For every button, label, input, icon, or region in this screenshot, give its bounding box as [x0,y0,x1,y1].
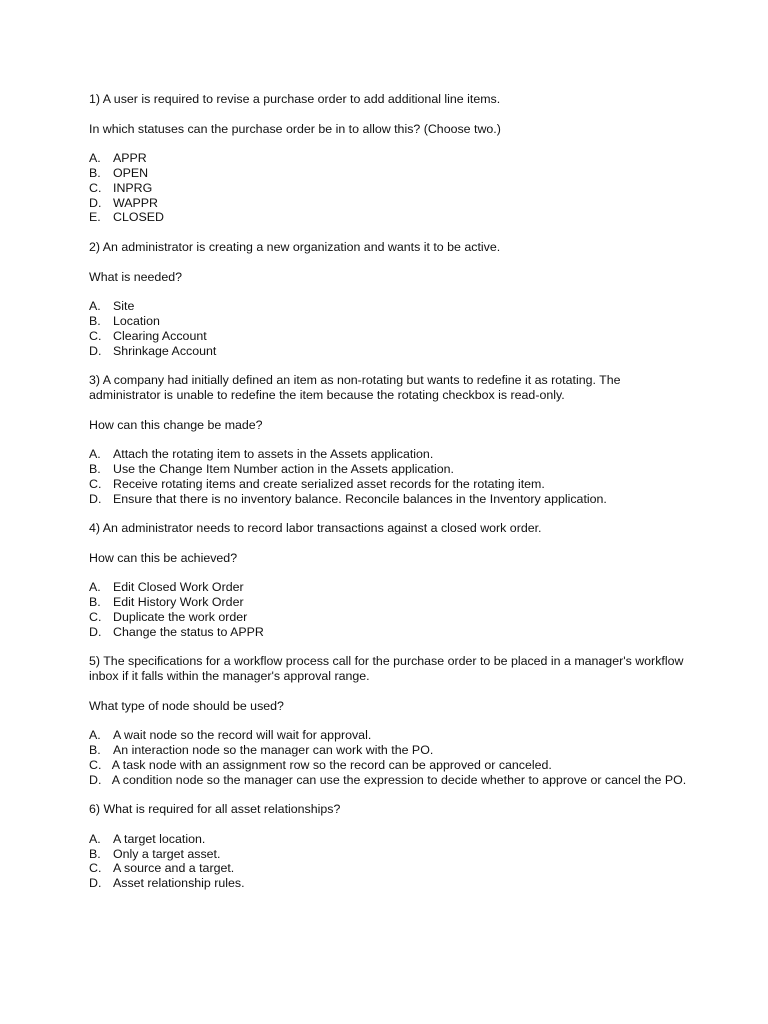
option-letter: A. [89,447,101,462]
answer-options [89,580,689,639]
option-letter: B. [89,595,101,610]
option-text: An interaction node so the manager can work with the PO. [113,743,434,758]
option-text: CLOSED [113,210,164,225]
option-letter: D. [89,772,102,787]
option-text: Asset relationship rules. [113,876,245,891]
answer-option [89,344,689,359]
option-letter: A. [89,299,101,314]
option-letter: A. [89,831,101,846]
question-prompt: How can this change be made? [89,417,263,432]
option-text: Change the status to APPR [113,624,264,639]
answer-option [89,181,689,196]
answer-options [89,299,689,358]
option-text: Edit Closed Work Order [113,580,244,595]
question-prompt: What type of node should be used? [89,698,284,713]
document-page [89,92,689,906]
option-letter: D. [89,491,102,506]
option-letter: D. [89,876,102,891]
option-text: OPEN [113,165,149,180]
question-prompt: What is needed? [89,269,182,284]
answer-option [89,625,689,640]
answer-option [89,196,689,211]
option-text: A target location. [113,831,206,846]
option-letter: C. [89,180,102,195]
question-stem: 3) A company had initially defined an item as non-rotating but wants to redefine it as rotating. The administrator is unable to redefine the item because the rotating checkbox is read-only. [89,373,621,402]
answer-option [89,447,689,462]
question-3 [89,373,689,506]
answer-option [89,492,689,507]
question-2 [89,240,689,358]
option-text: WAPPR [113,195,158,210]
question-prompt: In which statuses can the purchase order be in to allow this? (Choose two.) [89,121,501,136]
question-1 [89,92,689,225]
question-5 [89,654,689,787]
question-stem: 2) An administrator is creating a new organization and wants it to be active. [89,239,501,254]
answer-option [89,477,689,492]
question-stem: 5) The specifications for a workflow process call for the purchase order to be placed in a manager's workflow inbox if it falls within the manager's approval range. [89,654,684,684]
option-text: APPR [113,151,147,166]
option-letter: E. [89,210,101,225]
option-letter: A. [89,580,101,595]
spacer [89,817,689,832]
option-letter: C. [89,757,102,772]
answer-option [89,462,689,477]
option-letter: B. [89,165,101,180]
option-text: Site [113,299,135,314]
option-letter: C. [89,609,102,624]
question-stem: 4) An administrator needs to record labor transactions against a closed work order. [89,521,542,536]
option-text: INPRG [113,180,153,195]
answer-option [89,595,689,610]
option-text: A wait node so the record will wait for approval. [113,728,372,743]
answer-option [89,610,689,625]
option-text: Clearing Account [113,328,207,343]
option-letter: B. [89,846,101,861]
answer-option [89,743,689,758]
option-letter: C. [89,861,102,876]
option-letter: D. [89,343,102,358]
option-letter: D. [89,195,102,210]
answer-option [89,773,689,788]
answer-option [89,329,689,344]
option-text: Edit History Work Order [113,595,244,610]
answer-option [89,314,689,329]
option-letter: B. [89,313,101,328]
option-text: A condition node so the manager can use the expression to decide whether to approve or cancel the PO. [111,772,687,787]
option-text: Location [113,313,160,328]
answer-option [89,758,689,773]
question-4 [89,521,689,639]
option-letter: A. [89,728,101,743]
answer-option [89,728,689,743]
option-text: Receive rotating items and create serialized asset records for the rotating item. [113,476,545,491]
answer-option [89,580,689,595]
option-text: Shrinkage Account [113,343,217,358]
option-text: Use the Change Item Number action in the Assets application. [113,461,454,476]
answer-options [89,151,689,225]
answer-option [89,832,689,847]
answer-option [89,876,689,891]
question-prompt: How can this be achieved? [89,550,238,565]
option-text: A task node with an assignment row so the record can be approved or canceled. [111,757,552,772]
question-stem: 6) What is required for all asset relationships? [89,802,341,817]
answer-option [89,151,689,166]
answer-options [89,728,689,787]
answer-option [89,847,689,862]
option-text: Duplicate the work order [113,609,248,624]
option-letter: C. [89,476,102,491]
option-letter: C. [89,328,102,343]
answer-option [89,299,689,314]
option-text: Ensure that there is no inventory balance. Reconcile balances in the Inventory application. [113,491,607,506]
option-letter: D. [89,624,102,639]
option-text: Only a target asset. [113,846,221,861]
option-letter: A. [89,151,101,166]
question-stem: 1) A user is required to revise a purchase order to add additional line items. [89,92,501,106]
option-letter: B. [89,461,101,476]
answer-option [89,210,689,225]
answer-options [89,832,689,891]
answer-options [89,447,689,506]
option-text: A source and a target. [113,861,235,876]
answer-option [89,861,689,876]
option-letter: B. [89,743,101,758]
option-text: Attach the rotating item to assets in the Assets application. [113,447,434,462]
question-6 [89,802,689,891]
answer-option [89,166,689,181]
